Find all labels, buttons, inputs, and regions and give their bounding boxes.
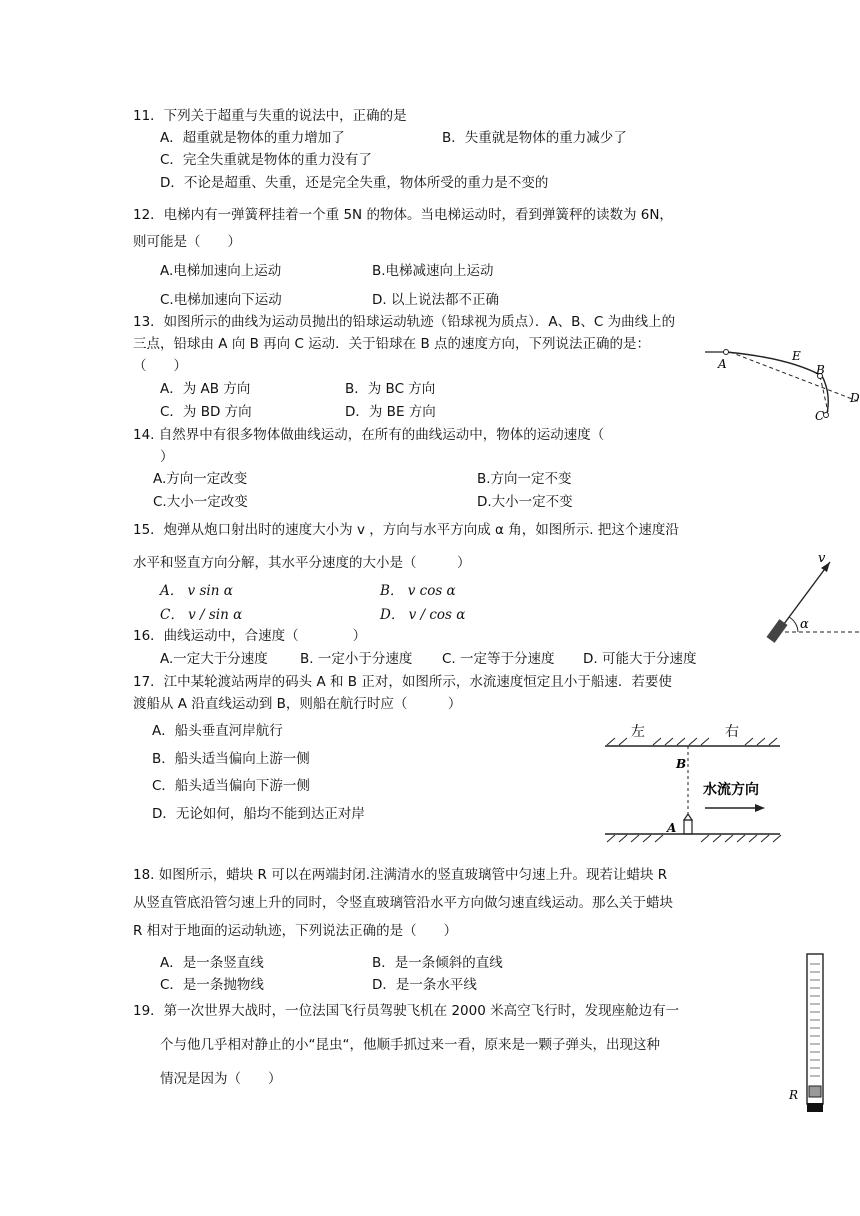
point-c-label: C — [815, 409, 825, 423]
angle-label: α — [800, 617, 809, 632]
q13-trajectory-figure — [700, 340, 860, 425]
q15-option-c[interactable]: C． v / sin α — [160, 607, 243, 623]
point-a-label: A — [718, 357, 727, 371]
q18-option-d[interactable]: D．是一条水平线 — [372, 977, 477, 993]
q18-option-a[interactable]: A．是一条竖直线 — [160, 955, 264, 971]
q13-stem-line3: （ ） — [133, 358, 187, 374]
q18-stem-line3: R 相对于地面的运动轨迹，下列说法正确的是（ ） — [133, 923, 458, 939]
q17-river-figure — [595, 716, 785, 848]
q17-option-c[interactable]: C．船头适当偏向下游一侧 — [152, 778, 310, 794]
q11-option-c[interactable]: C．完全失重就是物体的重力没有了 — [160, 152, 372, 168]
q13-option-d[interactable]: D．为 BE 方向 — [345, 404, 436, 420]
left-bank-label: 左 — [631, 724, 645, 740]
flow-direction-label: 水流方向 — [703, 782, 759, 798]
q18-glass-tube-figure — [785, 950, 830, 1114]
boat-icon — [684, 820, 692, 834]
q15-option-b[interactable]: B． v cos α — [380, 583, 456, 599]
point-b-label: B — [816, 363, 825, 377]
q17-stem-line1: 17．江中某轮渡站两岸的码头 A 和 B 正对，如图所示，水流速度恒定且小于船速．若要使 — [133, 674, 672, 690]
q15-option-a[interactable]: A． v sin α — [160, 583, 233, 599]
q11-option-d[interactable]: D．不论是超重、失重，还是完全失重，物体所受的重力是不变的 — [160, 175, 549, 191]
bottom-bank-hatch — [607, 835, 781, 842]
q13-option-c[interactable]: C．为 BD 方向 — [160, 404, 252, 420]
q14-stem-line2: ） — [160, 449, 174, 465]
q15-stem-line1: 15．炮弹从炮口射出时的速度大小为 v ，方向与水平方向成 α 角，如图所示. 把这个速度沿 — [133, 522, 679, 538]
q12-stem-line1: 12．电梯内有一弹簧秤挂着一个重 5N 的物体。当电梯运动时，看到弹簧秤的读数为 6N， — [133, 207, 673, 223]
q15-cannon-figure — [756, 540, 860, 650]
q12-option-d[interactable]: D. 以上说法都不正确 — [372, 292, 499, 308]
point-d-label: D — [850, 391, 860, 405]
q12-stem-line2: 则可能是（ ） — [133, 234, 241, 250]
right-bank-label: 右 — [725, 724, 739, 740]
wax-block-label: R — [789, 1088, 799, 1102]
q11-option-a[interactable]: A．超重就是物体的重力增加了 — [160, 130, 345, 146]
trajectory-curve — [726, 352, 828, 418]
dock-b-label: B — [676, 757, 687, 771]
q18-stem-line2: 从竖直管底沿管匀速上升的同时，令竖直玻璃管沿水平方向做匀速直线运动。那么关于蜡块 — [133, 895, 673, 911]
tube-base — [807, 1103, 823, 1112]
q14-option-d[interactable]: D.大小一定不变 — [477, 494, 573, 510]
q12-option-a[interactable]: A.电梯加速向上运动 — [160, 263, 282, 279]
q16-option-b[interactable]: B. 一定小于分速度 — [300, 651, 413, 667]
q12-option-c[interactable]: C.电梯加速向下运动 — [160, 292, 282, 308]
q16-option-d[interactable]: D. 可能大于分速度 — [583, 651, 697, 667]
q16-option-c[interactable]: C. 一定等于分速度 — [442, 651, 555, 667]
glass-tube — [807, 954, 823, 1104]
q17-option-d[interactable]: D．无论如何，船均不能到达正对岸 — [152, 806, 365, 822]
q11-stem: 11．下列关于超重与失重的说法中，正确的是 — [133, 108, 407, 124]
q13-stem-line2: 三点，铅球由 A 向 B 再向 C 运动．关于铅球在 B 点的速度方向，下列说法正确的是： — [133, 336, 651, 352]
q14-option-b[interactable]: B.方向一定不变 — [477, 471, 572, 487]
q14-option-a[interactable]: A.方向一定改变 — [153, 471, 248, 487]
q19-stem-line2: 个与他几乎相对静止的小“昆虫“，他顺手抓过来一看，原来是一颗子弹头，出现这种 — [160, 1037, 660, 1053]
q15-option-d[interactable]: D． v / cos α — [380, 607, 466, 623]
q13-option-b[interactable]: B．为 BC 方向 — [345, 381, 436, 397]
q16-option-a[interactable]: A.一定大于分速度 — [160, 651, 268, 667]
q13-stem-line1: 13．如图所示的曲线为运动员抛出的铅球运动轨迹（铅球视为质点）．A、B、C 为曲线上的 — [133, 314, 676, 330]
q12-option-b[interactable]: B.电梯减速向上运动 — [372, 263, 494, 279]
q13-option-a[interactable]: A．为 AB 方向 — [160, 381, 251, 397]
q17-option-a[interactable]: A．船头垂直河岸航行 — [152, 723, 283, 739]
q19-stem-line3: 情况是因为（ ） — [160, 1071, 282, 1087]
q18-option-b[interactable]: B．是一条倾斜的直线 — [372, 955, 503, 971]
q11-option-b[interactable]: B．失重就是物体的重力减少了 — [442, 130, 627, 146]
q19-stem-line1: 19．第一次世界大战时，一位法国飞行员驾驶飞机在 2000 米高空飞行时，发现座舱边有一 — [133, 1003, 680, 1019]
q16-stem: 16．曲线运动中，合速度（ ） — [133, 628, 367, 644]
q18-stem-line1: 18. 如图所示，蜡块 R 可以在两端封闭.注满清水的竖直玻璃管中匀速上升。现若让蜡块 R — [133, 867, 668, 883]
q14-stem-line1: 14. 自然界中有很多物体做曲线运动，在所有的曲线运动中，物体的运动速度（ — [133, 427, 605, 443]
q17-option-b[interactable]: B．船头适当偏向上游一侧 — [152, 751, 310, 767]
velocity-label: v — [818, 551, 826, 566]
q14-option-c[interactable]: C.大小一定改变 — [153, 494, 248, 510]
q18-option-c[interactable]: C．是一条抛物线 — [160, 977, 264, 993]
point-e-label: E — [792, 349, 801, 363]
q17-stem-line2: 渡船从 A 沿直线运动到 B，则船在航行时应（ ） — [133, 696, 462, 712]
wax-block — [809, 1086, 821, 1097]
q15-stem-line2: 水平和竖直方向分解，其水平分速度的大小是（ ） — [133, 555, 471, 571]
dock-a-label: A — [667, 821, 677, 835]
